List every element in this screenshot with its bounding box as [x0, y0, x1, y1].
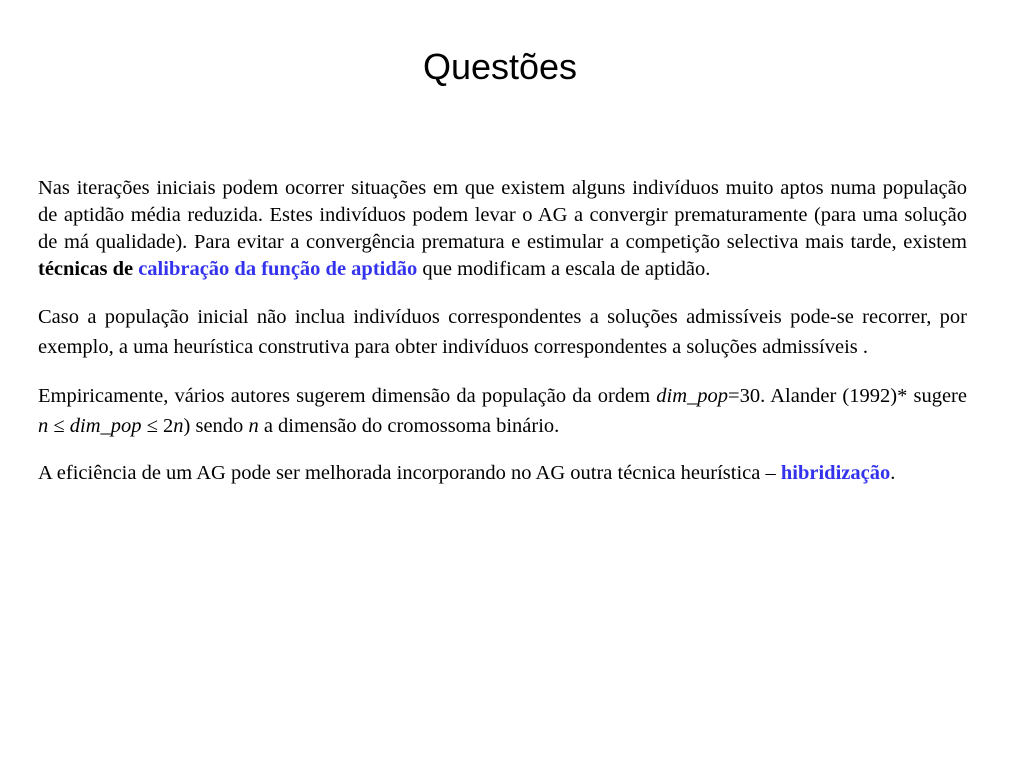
paragraph-hybridization	[38, 460, 967, 487]
paragraph-initial-population	[38, 302, 967, 362]
p2-text: Caso a população inicial não inclua indivíduos correspondentes a soluções admissíveis pode-se recorrer, por exemplo, a uma heurística construtiva para obter indivíduos correspondentes a soluções admissíveis .	[38, 306, 967, 358]
p1-bold-techniques: técnicas de	[38, 258, 134, 280]
p4-end: .	[890, 462, 896, 484]
p3-t2: =30. Alander (1992)* sugere	[728, 385, 967, 407]
p4-text: A eficiência de um AG pode ser melhorada incorporando no AG outra técnica heurística –	[38, 462, 781, 484]
p3-t5: ) sendo	[183, 415, 249, 437]
p3-n-2: n	[173, 415, 184, 437]
paragraph-population-size	[38, 381, 967, 441]
p3-leq: ≤	[48, 415, 70, 437]
p1-rest: que modificam a escala de aptidão.	[417, 258, 711, 280]
p3-n-3: n	[248, 415, 259, 437]
paragraph-premature-convergence	[38, 175, 967, 283]
slide-title: Questões	[422, 46, 578, 87]
p4-highlight-hybridization: hibridização	[780, 462, 891, 484]
p3-dim-pop: dim_pop	[656, 385, 729, 407]
p1-highlight-fitness-calibration: calibração da função de aptidão	[138, 258, 418, 280]
p3-dim-pop-2: dim_pop	[69, 415, 142, 437]
p3-n: n	[38, 415, 49, 437]
p3-t1: Empiricamente, vários autores sugerem dimensão da população da ordem	[38, 385, 657, 407]
p3-leq-2n: ≤ 2	[141, 415, 174, 437]
p1-text: Nas iterações iniciais podem ocorrer situações em que existem alguns indivíduos muito aptos numa população de aptidão média reduzida. Estes indivíduos podem levar o AG a convergir prematuramente (para uma solução de má qualidade). Para evitar a convergência prematura e estimular a competição selectiva mais tarde, existem	[38, 177, 967, 253]
p3-t6: a dimensão do cromossoma binário.	[258, 415, 560, 437]
slide-body	[38, 175, 967, 487]
